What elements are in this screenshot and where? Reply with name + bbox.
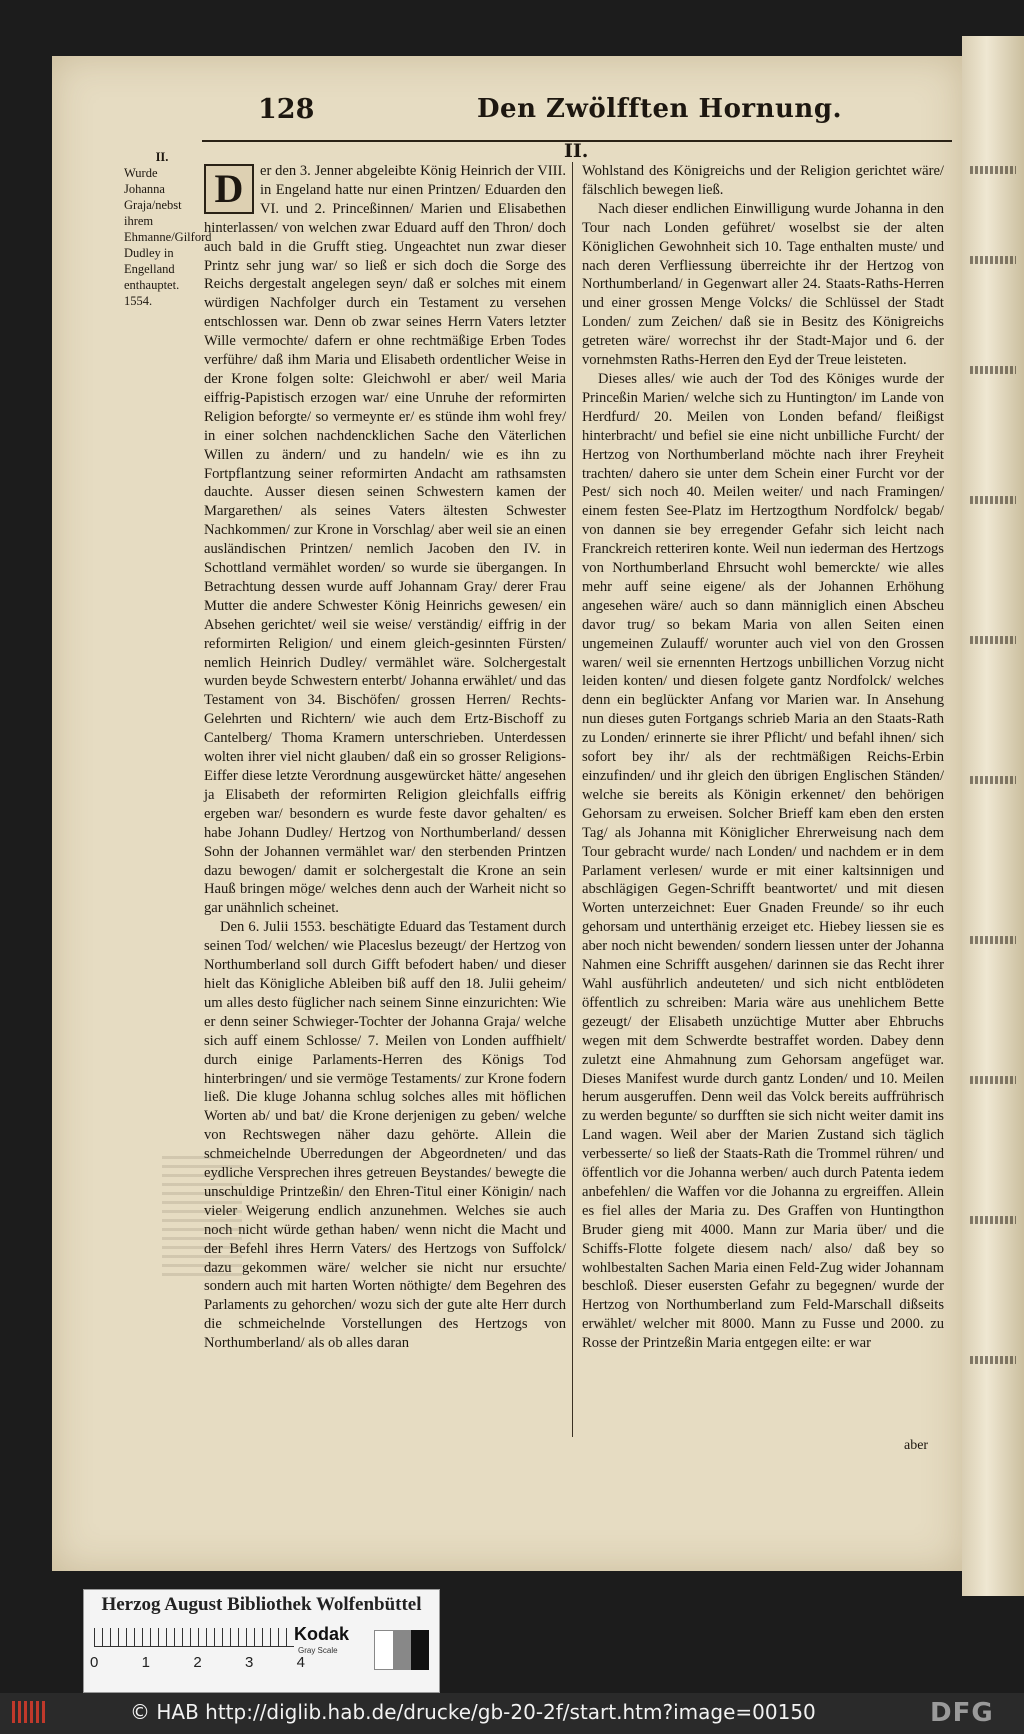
gray-patch — [394, 1630, 412, 1670]
ruler-number: 2 — [193, 1654, 202, 1671]
kodak-logo: Kodak — [294, 1624, 350, 1644]
facing-text-line — [970, 166, 1016, 174]
paragraph: Den 6. Julii 1553. beschätigte Eduard das Testament durch seinen Tod/ welchen/ wie Placeslus bezeugt/ der Hertzog von Northumberland soll durch Gifft befodert haben/ und dieser hielt das Königliche Ableiben biß auff den 18. Julii geheim/ um alles desto füglicher nach seinem Sinne einzurichten: Wie er denn seiner Schwieger-Tochter der Johanna Graja/ welche sich auff einem Schlosse/ 7. Meilen von Londen auffhielt/ durch einige Parlaments-Herren des Königs Tod hinterbringen/ und sie vermöge Testaments/ zur Krone fodern ließ. Die kluge Johanna schlug solches alles mit höflichen Worten ab/ und bat/ die Krone derjenigen zu geben/ welche von Rechtswegen näher dazu gehörte. Allein die schmeichelnde Uberredungen der Abgeordneten/ und das eydliche Versprechen ihres getreuen Beystandes/ bewegte die unschuldige Printzeßin/ den Ehren-Titul einer Königin/ nach vieler Weigerung endlich anzunehmen. Welches sie auch noch nicht würde gethan haben/ wenn nicht die Macht und der Befehl ihres Herrn Vaters/ des Hertzogs von Suffolck/ dazu gekommen wäre/ welcher sie nicht nur ersuchte/ sondern auch mit harten Worten nöthigte/ dem Begehren des Parlaments zu gehorchen/ wozu sich der gute alte Herr durch die schmeichelnde Vorstellungen des Hertzogs von Northumberland/ als ob alles daran — [204, 919, 566, 1352]
column-rule — [572, 162, 573, 1437]
ruler-number: 1 — [141, 1654, 150, 1671]
facing-text-line — [970, 1216, 1016, 1224]
ruler-baseline — [94, 1646, 294, 1647]
section-number: II. — [564, 140, 589, 162]
hab-logo-icon — [12, 1701, 48, 1723]
right-text-column — [582, 162, 944, 1353]
facing-text-line — [970, 496, 1016, 504]
ruler-number: 4 — [296, 1654, 305, 1671]
institution-name: Herzog August Bibliothek Wolfenbüttel — [101, 1594, 422, 1615]
page-header — [202, 94, 952, 142]
margin-note-text: Wurde Johanna Graja/nebst ihrem Ehmanne/Gilford Dudley in Engelland enthauptet. 1554. — [124, 166, 212, 308]
facing-text-line — [970, 936, 1016, 944]
catchword: aber — [904, 1438, 929, 1453]
margin-note — [124, 149, 212, 309]
decorated-initial: D — [204, 164, 254, 214]
gray-patch — [411, 1630, 429, 1670]
footer-credit: © HAB http://diglib.hab.de/drucke/gb-20-2f/start.htm?image=00150 — [130, 1700, 816, 1724]
margin-note-number: II. — [155, 150, 169, 164]
scanned-book-page — [52, 56, 962, 1571]
facing-text-line — [970, 1356, 1016, 1364]
color-calibration-bar — [83, 1589, 440, 1693]
paragraph: er den 3. Jenner abgeleibte König Heinrich der VIII. in Engeland hatte nur einen Printzen/ Eduarden den VI. und 2. Princeßinnen/ Marien und Elisabethen hinterlassen/ von welchen zwar Eduard auff den Thron/ doch auch bald in die Grufft stieg. Ungeachtet nun zwar dieser Printz sehr jung war/ so ließ er sich doch die Sorge des Reichs dergestalt angelegen seyn/ daß er solches mit einem würdigen Nachfolger durch ein Testament zu versehen entschlossen war. Denn ob zwar seines Herrn Vaters letzter Wille vermochte/ dafern er ohne rechtmäßige Erben Todes verführe/ daß ihm Maria und Elisabeth ordentlicher Weise in der Krone folgen solte: Gleichwohl er aber/ weil Maria eiffrig-Papistisch erzogen war/ eine Unruhe der reformirten Religion beforgte/ so vermeynte er/ es stünde ihm wohl frey/ in einer solchen nachdencklichen Sache den Väterlichen Willen zu ändern/ und zu handeln/ wie es ihn zu Fortpflantzung seiner reformirten Andacht am rathsamsten dauchte. Ausser diesen seinen Schwestern kamen der Margarethen/ als seines Vaters ältesten Schwester Nachkommen/ zur Krone in Vorschlag/ aber weil sie an einen ausländischen Printzen/ nemlich Jacoben den IV. in Schottland vermählet worden/ so wurde sie übergangen. In Betrachtung dessen wurde auff Johannam Gray/ derer Frau Mutter die andere Schwester König Heinrichs gewesen/ ein Absehen gerichtet/ weil sie weise/ verständig/ eiffrig in der reformirten Religion/ und einem gleich-gesinnten Fürsten/ nemlich Heinrich Dudley/ vermählet wäre. Solchergestalt wurden beyde Schwestern enterbt/ Johanna erwählet/ und das Testament von 34. Bischöfen/ grossen Herren/ Rechts-Gelehrten und Richtern/ wie auch dem Ertz-Bischoff zu Cantelberg/ Thoma Kramern unterschrieben. Unterdessen wolten ihrer viel nicht glauben/ daß ein so grosser Religions-Eiffer diese letzte Verordnung ausgewürcket hätte/ angesehen ja Elisabeth der reformirten Religion gleichfalls eiffrig ergeben war/ besondern es wurde feste davor gehalten/ es habe Johann Dudley/ Hertzog von Northumberland/ dessen Sohn der Johannen vermählet war/ den sterbenden Printzen dazu bewogen/ damit er solchergestalt die Krone an sein Hauß bringen möge/ welches denn auch der Warheit nicht so gar unähnlich scheinet. — [204, 163, 566, 917]
facing-text-line — [970, 256, 1016, 264]
paragraph: Nach dieser endlichen Einwilligung wurde Johanna in den Tour nach Londen geführet/ woselbst sie der alten Königlichen Gewohnheit sich 10. Tage enthalten muste/ und nach deren Verfliessung überreichte ihr der Hertzog von Northumberland/ in Gegenwart aller 24. Staats-Raths-Herren und einer grossen Menge Volcks/ die Schlüssel der Stadt Londen/ zum Zeichen/ daß sie in Besitz des Königreichs getreten wäre/ worrechst ihr der Stadt-Major und 6. der vornehmsten Raths-Herren den Eyd der Treue leisteten. — [582, 200, 944, 369]
page-number: 128 — [258, 94, 315, 125]
gray-scale-label: Gray Scale — [298, 1646, 338, 1655]
gray-scale-patches — [374, 1630, 429, 1670]
facing-text-line — [970, 366, 1016, 374]
left-text-column — [204, 162, 566, 1353]
ruler-numbers — [90, 1654, 305, 1671]
gray-patch — [374, 1630, 394, 1670]
facing-text-line — [970, 776, 1016, 784]
footer-bar — [0, 1693, 1024, 1734]
dfg-logo: DFG — [930, 1698, 994, 1728]
paragraph: Wohlstand des Königreichs und der Religion gerichtet wäre/ fälschlich bewegen ließ. — [582, 163, 944, 198]
facing-page-edge — [962, 36, 1024, 1596]
ruler-number: 0 — [90, 1654, 99, 1671]
paragraph: Dieses alles/ wie auch der Tod des Königes wurde der Princeßin Marien/ welche sich zu Huntington/ im Lande von Herdfurd/ 20. Meilen von Londen befand/ fleißigst hinterbracht/ und befiel sie eine nicht unbilliche Furcht/ der Hertzog von Northumberland möchte nach ihrer Freyheit trachten/ dahero sie unter dem Schein einer Furcht vor der Pest/ sich noch 40. Meilen weiter/ und nach Framingen/ einem festen See-Platz im Hertzogthum Nordfolck/ begab/ von dannen sie bey erregender Gefahr sich leicht nach Franckreich retteriren konte. Weil nun iederman des Hertzogs von Northumberland Ehrsucht wohl bemerckte/ wie alles mehr auff seine eigene/ als der Johannen Erhöhung angesehen wäre/ auch so dann männiglich einen Abscheu davor trug/ so bekam Maria von allen Seiten einen ungemeinen Zulauff/ worunter auch viel von den Grossen waren/ weil sie ernennten Hertzogs unbillichen Vorzug nicht leiden konten/ und diesen folgete gantz Nordfolck/ welches denn ein beglückter Anfang vor Marien war. In Ansehung nun dieses guten Fortgangs schrieb Maria an den Staats-Rath zu Londen/ erinnerte sie ihrer Pflicht/ und befahl ihnen/ sich sofort bey ihr/ als der rechtmäßigen Reichs-Erbin einzufinden/ und ihr gleich den übrigen Englischen Ständen/ welche sie bereits als Königin erkennet/ den behörigen Gehorsam zu erweisen. Solcher Brieff kam eben den ersten Tag/ als Johanna mit Königlicher Ehrerweisung nach dem Tour gebracht wurde/ nach Londen/ und nachdem er in dem Parlament verlesen/ wurde er mit einer kaltsinnigen und abschlägigen Gegen-Schrifft beantwortet/ und mit diesen Worten unterzeichnet: Euer Gnaden Freunde/ so ihr euch gehorsam und unterthänig erzeiget etc. Hiebey liessen sie es aber noch nicht bewenden/ sondern liessen unter der Johanna Nahmen eine Schrifft ausgehen/ darinnen sie das Recht ihrer Wahl ausführlich andeuteten/ und sich nicht entblödeten öffentlich zu schreiben: Maria wäre aus unehlichem Bette gezeugt/ der Elisabeth unzüchtige Mutter aber Ehbruchs wegen mit dem Schwerdte bestraffet worden. Dabey denn zuletzt eine Ahmahnung zum Gehorsam angefüget war. Dieses Manifest wurde durch gantz Londen/ und 10. Meilen herum ausgeruffen. Denn weil das Volck bereits auffrührisch zu werden begunte/ so durfften sie sich nicht weiter damit ins Land wagen. Weil aber der Marien Zustand sich täglich verbesserte/ so ließ der Staats-Rath die Trommel rühren/ und öffentlich vor die Johanna werben/ auch durch Patenta iedem anbefehlen/ die Waffen vor die Johanna zu ergreiffen. Allein es fiel alles der Maria zu. Des Graffen von Huntingthon Bruder gieng mit 4000. Mann zur Maria über/ und die Schiffs-Flotte folgete diesem nach/ also/ daß bey so wohlbestalten Sachen Maria einen Feld-Zug wider Johannam beschloß. Dieser eusersten Gefahr zu begegnen/ wurde der Hertzog von Northumberland zum Feld-Marschall dißseits erwählet/ welcher mit 8000. Mann zu Fusse und 2000. zu Rosse der Printzeßin Maria entgegen eilte: er war — [582, 370, 944, 1352]
show-through-bleed — [162, 1156, 242, 1276]
running-head: Den Zwölfften Hornung. — [477, 94, 843, 124]
facing-text-line — [970, 1076, 1016, 1084]
ruler-number: 3 — [244, 1654, 254, 1671]
facing-text-line — [970, 636, 1016, 644]
ruler-ticks — [94, 1628, 294, 1646]
